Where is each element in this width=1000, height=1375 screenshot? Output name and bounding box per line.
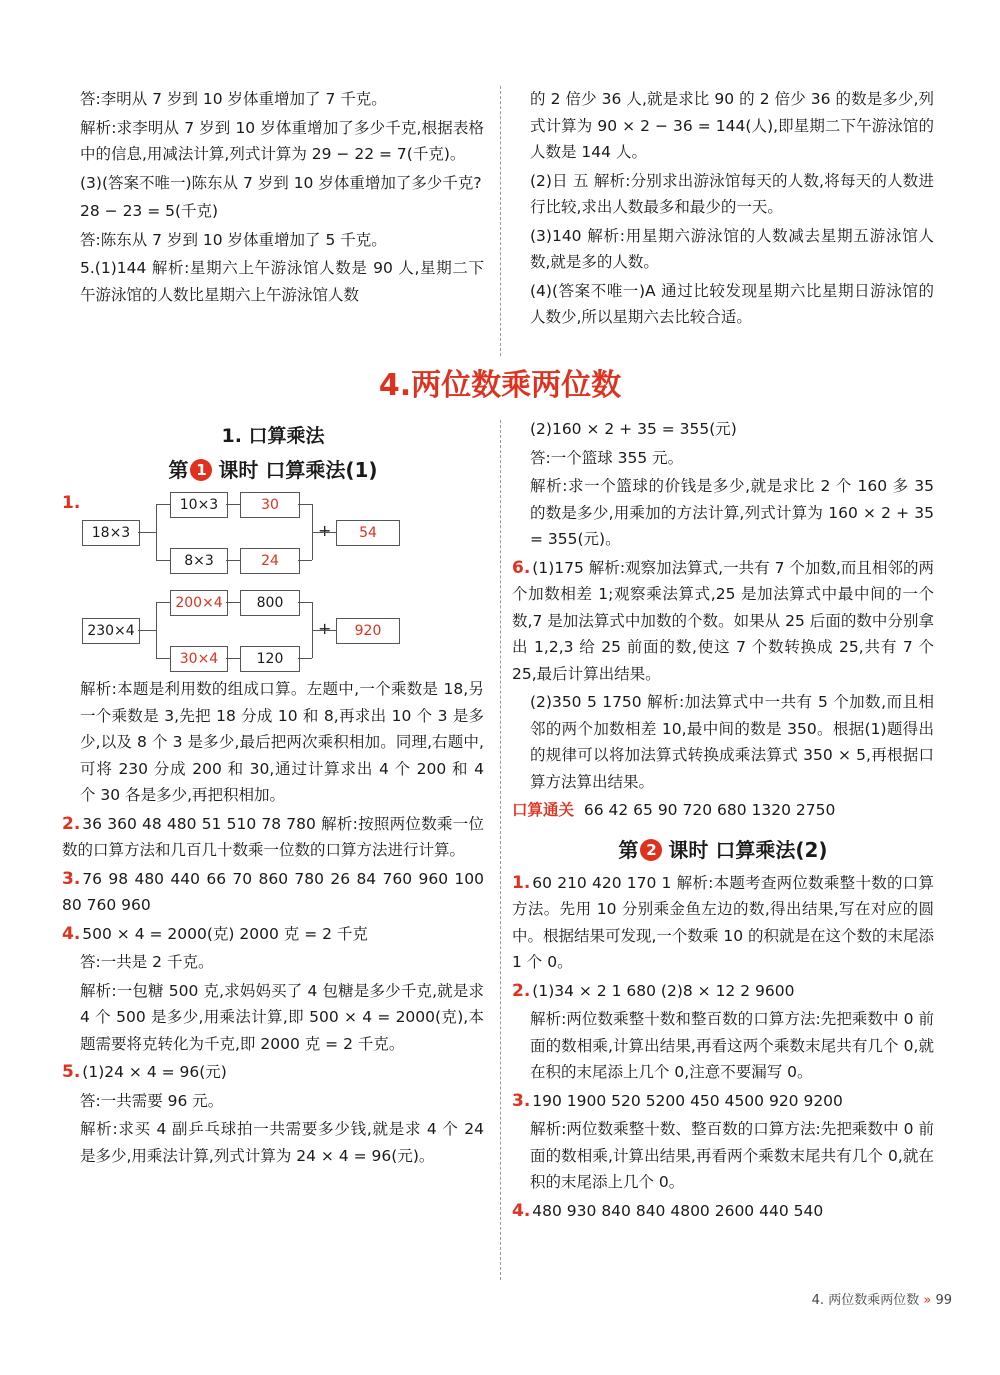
connector	[156, 602, 157, 658]
chapter-title: 4.两位数乘两位数	[378, 368, 622, 403]
question-5	[62, 1059, 484, 1086]
analysis-paragraph: 解析:求买 4 副乒乓球拍一共需要多少钱,就是求 4 个 24 是多少,用乘法计算,列式计算为 24 × 4 = 96(元)。	[80, 1120, 484, 1165]
connector	[298, 602, 312, 603]
question-5-part-2	[512, 416, 934, 553]
answer-text: 500 × 4 = 2000(克) 2000 克 = 2 千克	[82, 924, 368, 943]
column-divider	[500, 86, 501, 356]
question-4	[62, 921, 484, 948]
diagram-top-result: 800	[240, 590, 300, 616]
diagram-top-result: 30	[240, 492, 300, 518]
diagram-bottom-expr: 8×3	[170, 548, 228, 574]
analysis-paragraph: 解析:两位数乘整十数和整百数的口算方法:先把乘数中 0 前面的数相乘,计算出结果,再看这两个乘数末尾共有几个 0,就在积的末尾添上几个 0,注意不要漏写 0。	[530, 1010, 934, 1081]
analysis-paragraph: 解析:一包糖 500 克,求妈妈买了 4 包糖是多少千克,就是求 4 个 500 是多少,用乘法计算,即 500 × 4 = 2000(克),本题需要将克转化为千克,即 2000 克 = 2 千克。	[80, 981, 484, 1053]
diagram-top-expr: 10×3	[170, 492, 228, 518]
plus-sign: +	[318, 521, 332, 540]
analysis-paragraph: 解析:两位数乘整十数、整百数的口算方法:先把乘数中 0 前面的数相乘,计算出结果,再看两个乘数末尾共有几个 0,就在积的末尾添上几个 0。	[530, 1120, 934, 1191]
section-title: 1. 口算乘法	[221, 425, 325, 447]
lesson-suffix: 课时 口算乘法(1)	[218, 458, 378, 482]
connector	[226, 560, 240, 561]
top-left-column	[80, 86, 484, 310]
question-6-part-2	[512, 689, 934, 795]
diagram-start-box: 18×3	[82, 520, 140, 546]
answer-line: 答:一共需要 96 元。	[80, 1091, 224, 1110]
kousuan-line	[512, 797, 934, 824]
connector	[312, 630, 336, 631]
connector	[156, 560, 170, 561]
split-diagram-2	[78, 590, 484, 670]
answer-4: (4)(答案不唯一)A 通过比较发现星期六比星期日游泳馆的人数少,所以星期六去比较合适。	[530, 281, 934, 326]
question-6	[512, 555, 934, 688]
answer-text: 190 1900 520 5200 450 4500 920 9200	[532, 1091, 843, 1110]
lesson-prefix: 第	[168, 458, 189, 482]
question-5: 5.(1)144 解析:星期六上午游泳馆人数是 90 人,星期二下午游泳馆的人数比星期六上午游泳馆人数	[80, 259, 484, 304]
question-number: 5.	[62, 1062, 81, 1082]
connector	[298, 504, 312, 505]
connector	[226, 602, 240, 603]
question-1	[512, 870, 934, 976]
question-3: (3)(答案不唯一)陈东从 7 岁到 10 岁体重增加了多少千克?	[80, 173, 482, 192]
answer-text: 480 930 840 840 4800 2600 440 540	[532, 1201, 824, 1220]
calc-line: (2)160 × 2 + 35 = 355(元)	[530, 420, 737, 438]
question-number: 4.	[512, 1200, 531, 1221]
diagram-top-expr: 200×4	[170, 590, 228, 616]
question-3-detail	[512, 1116, 934, 1196]
answer-line: 答:陈东从 7 岁到 10 岁体重增加了 5 千克。	[80, 230, 387, 249]
question-number: 3.	[62, 868, 81, 889]
kousuan-label: 口算通关	[512, 801, 575, 819]
answer-text: 76 98 480 440 66 70 860 780 26 84 760 960 100 80 760 960	[62, 869, 484, 914]
connector	[226, 658, 240, 659]
footer-chapter: 4. 两位数乘两位数	[811, 1293, 920, 1308]
split-diagram-1	[78, 492, 484, 572]
kousuan-values: 66 42 65 90 720 680 1320 2750	[583, 801, 836, 819]
question-3	[62, 866, 484, 919]
page-footer	[812, 1288, 952, 1315]
diagram-sum: 54	[336, 520, 400, 546]
question-number: 6.	[512, 557, 531, 578]
lesson-number-badge: 1	[190, 459, 212, 481]
calc-line: 28 − 23 = 5(千克)	[80, 202, 219, 220]
answer-text: (2)350 5 1750 解析:加法算式中一共有 5 个加数,而且相邻的两个加数相差 10,最中间的数是 350。根据(1)题得出的规律可以将加法算式转换成乘法算式 350 × 5,再根据口算方法算出结果。	[530, 693, 934, 791]
question-number: 2.	[512, 980, 531, 1001]
plus-sign: +	[318, 619, 332, 638]
diagram-start-box: 230×4	[82, 618, 140, 644]
lesson-title-1	[62, 452, 484, 488]
page-number: 99	[935, 1293, 952, 1308]
lesson-number-badge: 2	[640, 839, 662, 861]
diagram-sum: 920	[336, 618, 400, 644]
connector	[298, 658, 312, 659]
question-number: 3.	[512, 1090, 531, 1111]
diagram-bottom-result: 120	[240, 646, 300, 672]
answer-text: (1)34 × 2 1 680 (2)8 × 12 2 9600	[532, 981, 795, 1000]
analysis-paragraph: 解析:本题是利用数的组成口算。左题中,一个乘数是 18,另一个乘数是 3,先把 18 分成 10 和 8,再求出 10 个 3 是多少,以及 8 个 3 是多少,最后把两次乘积相加。同理,右题中,可将 230 分成 200 和 30,通过计算求出 4 个 200 和 4 个 30 各是多少,再把积相加。	[80, 680, 484, 804]
lesson-suffix: 课时 口算乘法(2)	[668, 837, 828, 862]
connector	[138, 630, 156, 631]
answer-text: 36 360 48 480 51 510 78 780 解析:按照两位数乘一位数的口算方法和几百几十数乘一位数的口算方法进行计算。	[62, 814, 484, 859]
answer-text: (1)24 × 4 = 96(元)	[82, 1063, 227, 1081]
double-arrow-icon: »	[923, 1293, 932, 1308]
question-2-detail	[512, 1006, 934, 1086]
question-5-detail	[62, 1088, 484, 1170]
question-2	[62, 811, 484, 864]
diagram-bottom-expr: 30×4	[170, 646, 228, 672]
answer-line: 答:一个篮球 355 元。	[530, 448, 684, 467]
connector	[138, 532, 156, 533]
analysis-paragraph: 的 2 倍少 36 人,就是求比 90 的 2 倍少 36 的数是多少,列式计算为 90 × 2 − 36 = 144(人),即星期二下午游泳馆的人数是 144 人。	[530, 90, 934, 161]
connector	[156, 504, 170, 505]
question-number: 1.	[62, 493, 81, 513]
analysis-paragraph: 解析:求李明从 7 岁到 10 岁体重增加了多少千克,根据表格中的信息,用减法计算,列式计算为 29 − 22 = 7(千克)。	[80, 118, 484, 163]
lesson1-answers	[62, 676, 484, 809]
connector	[156, 602, 170, 603]
column-divider	[500, 420, 501, 1280]
lesson-title-2	[512, 832, 934, 868]
question-2	[512, 978, 934, 1005]
top-right-column	[530, 86, 934, 333]
question-number: 2.	[62, 813, 81, 834]
answer-line: 答:一共是 2 千克。	[80, 953, 214, 971]
connector	[156, 504, 157, 560]
diagram-bottom-result: 24	[240, 548, 300, 574]
question-4-detail	[62, 949, 484, 1057]
answer-2: (2)日 五 解析:分别求出游泳馆每天的人数,将每天的人数进行比较,求出人数最多和最少的一天。	[530, 171, 934, 216]
question-4	[512, 1198, 934, 1225]
question-number: 1.	[512, 872, 531, 893]
lower-left-column	[62, 420, 484, 1171]
connector	[312, 532, 336, 533]
answer-line: 答:李明从 7 岁到 10 岁体重增加了 7 千克。	[80, 90, 387, 108]
lower-right-column	[512, 416, 934, 1226]
answer-text: 60 210 420 170 1 解析:本题考查两位数乘整十数的口算方法。先用 10 分别乘金鱼左边的数,得出结果,写在对应的圆中。根据结果可发现,一个数乘 10 的积就是在这个数的末尾添 1 个 0。	[512, 873, 935, 971]
connector	[298, 560, 312, 561]
question-3	[512, 1088, 934, 1115]
analysis-paragraph: 解析:求一个篮球的价钱是多少,就是求比 2 个 160 多 35 的数是多少,用乘加的方法计算,列式计算为 160 × 2 + 35 = 355(元)。	[530, 477, 934, 548]
lesson-prefix: 第	[618, 837, 639, 862]
question-number: 4.	[62, 923, 81, 944]
connector	[226, 504, 240, 505]
connector	[156, 658, 170, 659]
answer-3: (3)140 解析:用星期六游泳馆的人数减去星期五游泳馆人数,就是多的人数。	[530, 226, 934, 271]
answer-text: (1)175 解析:观察加法算式,一共有 7 个加数,而且相邻的两个加数相差 1;观察乘法算式,25 是加法算式中最中间的一个数,7 是加法算式中加数的个数。如果从 25 后面的数中分别拿出 1,2,3 给 25 前面的数,使这 7 个数转换成 25,共有 7 个 25,最后计算出结果。	[512, 558, 934, 683]
